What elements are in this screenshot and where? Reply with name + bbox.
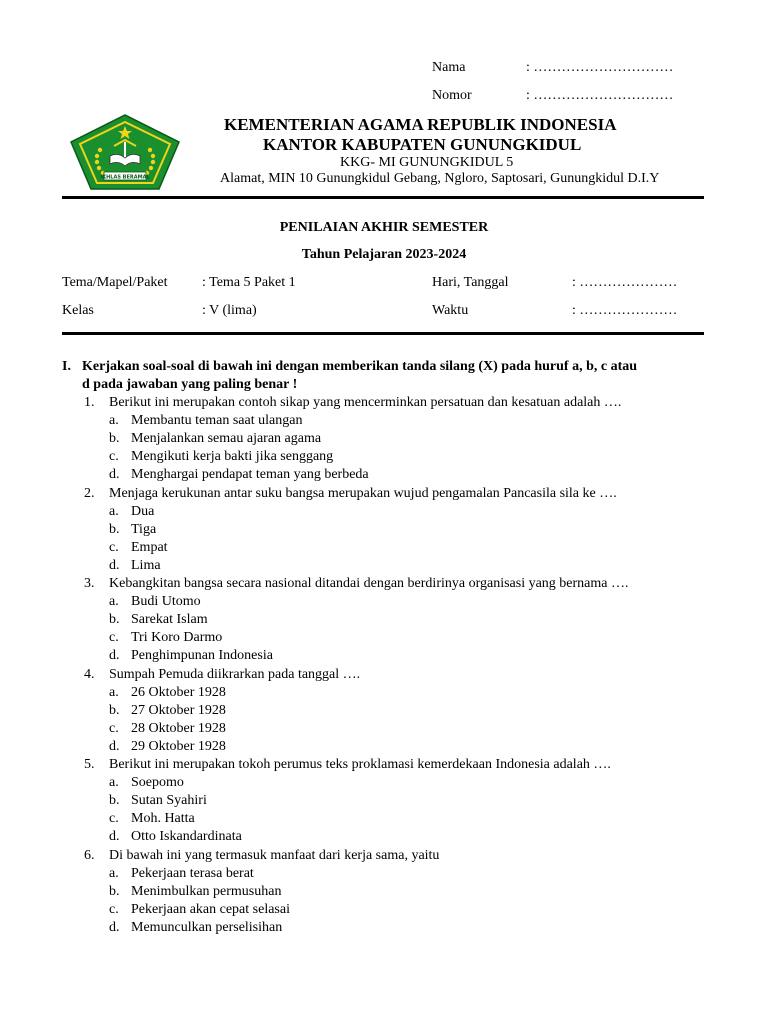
question-number: 5. [84,757,95,772]
office-title: KANTOR KABUPATEN GUNUNGKIDUL [263,135,582,154]
exam-year: Tahun Pelajaran 2023-2024 [301,247,467,262]
option-letter[interactable]: c. [109,630,119,646]
option-letter[interactable]: c. [109,720,119,736]
option-text: Memunculkan perselisihan [131,919,283,935]
option-letter[interactable]: d. [109,648,120,664]
option-text: 28 Oktober 1928 [131,720,226,736]
option-text: Menimbulkan permusuhan [131,883,282,899]
option-letter[interactable]: b. [109,431,120,447]
time-label: Waktu [432,303,469,318]
option-text: 29 Oktober 1928 [131,738,226,754]
option-text: 26 Oktober 1928 [131,684,226,700]
class-label: Kelas [62,303,94,318]
option-letter[interactable]: b. [109,793,120,809]
option-text: Otto Iskandardinata [131,829,242,845]
question-text: Di bawah ini yang termasuk manfaat dari kerja sama, yaitu [109,847,440,863]
option-text: Menjalankan semau ajaran agama [131,431,322,447]
question-number: 6. [84,847,95,863]
theme-value: : Tema 5 Paket 1 [202,275,296,290]
option-letter[interactable]: a. [109,684,119,700]
option-letter[interactable]: a. [109,413,119,429]
option-letter[interactable]: b. [109,702,120,718]
option-letter[interactable]: d. [109,829,120,845]
option-text: Budi Utomo [131,594,201,610]
option-text: Sarekat Islam [131,612,208,628]
day-label: Hari, Tanggal [432,275,509,290]
option-letter[interactable]: a. [109,775,119,791]
option-letter[interactable]: b. [109,521,120,537]
info-divider [62,332,704,335]
kkg-title: KKG- MI GUNUNGKIDUL 5 [340,155,514,170]
logo-ribbon-text: IKHLAS BERAMAL [100,174,150,181]
question-text: Menjaga kerukunan antar suku bangsa merupakan wujud pengamalan Pancasila sila ke …. [109,485,617,501]
option-letter[interactable]: d. [109,467,120,483]
time-field[interactable]: : ………………… [572,303,678,318]
option-letter[interactable]: c. [109,449,119,465]
option-letter[interactable]: a. [109,594,119,610]
option-text: Lima [131,557,161,573]
number-label: Nomor [432,88,472,103]
option-text: Pekerjaan terasa berat [131,865,254,881]
option-text: Moh. Hatta [131,811,195,827]
question-number: 1. [84,395,95,410]
option-letter[interactable]: d. [109,738,120,754]
option-letter[interactable]: a. [109,865,119,881]
question-number: 4. [84,666,95,682]
option-letter[interactable]: c. [109,811,119,827]
instruction-line-2: d pada jawaban yang paling benar ! [82,377,298,392]
option-letter[interactable]: c. [109,901,119,917]
name-field[interactable]: : ………………………… [526,60,674,75]
number-field[interactable]: : ………………………… [526,88,674,103]
option-letter[interactable]: c. [109,539,119,555]
option-text: 27 Oktober 1928 [131,702,226,718]
name-label: Nama [432,60,466,75]
option-text: Penghimpunan Indonesia [131,648,273,664]
theme-label: Tema/Mapel/Paket [62,275,168,290]
option-text: Membantu teman saat ulangan [131,413,303,429]
section-number: I. [62,359,71,374]
exam-title: PENILAIAN AKHIR SEMESTER [279,220,489,235]
question-text: Kebangkitan bangsa secara nasional ditandai dengan berdirinya organisasi yang bernama …. [109,576,629,591]
option-text: Sutan Syahiri [131,793,207,809]
option-text: Empat [131,539,168,555]
question-number: 2. [84,485,95,501]
option-text: Dua [131,503,155,519]
option-text: Soepomo [131,775,184,791]
question-number: 3. [84,576,95,591]
question-text: Sumpah Pemuda diikrarkan pada tanggal …. [109,666,361,682]
day-field[interactable]: : ………………… [572,275,678,290]
option-text: Mengikuti kerja bakti jika senggang [131,449,334,465]
option-letter[interactable]: b. [109,883,120,899]
option-letter[interactable]: d. [109,919,120,935]
kemenag-logo-icon [66,112,184,192]
option-letter[interactable]: a. [109,503,119,519]
address-line: Alamat, MIN 10 Gunungkidul Gebang, Ngloro, Saptosari, Gunungkidul D.I.Y [220,171,660,186]
option-letter[interactable]: d. [109,557,120,573]
option-letter[interactable]: b. [109,612,120,628]
question-text: Berikut ini merupakan contoh sikap yang mencerminkan persatuan dan kesatuan adalah …. [109,395,622,410]
option-text: Tri Koro Darmo [131,630,223,646]
header-divider [62,196,704,199]
option-text: Tiga [131,521,157,537]
ministry-title: KEMENTERIAN AGAMA REPUBLIK INDONESIA [224,115,617,134]
option-text: Menghargai pendapat teman yang berbeda [131,467,369,483]
option-text: Pekerjaan akan cepat selasai [131,901,290,917]
class-value: : V (lima) [202,303,257,318]
question-text: Berikut ini merupakan tokoh perumus teks proklamasi kemerdekaan Indonesia adalah …. [109,757,611,772]
instruction-line-1: Kerjakan soal-soal di bawah ini dengan memberikan tanda silang (X) pada huruf a, b, c atau [82,359,638,374]
